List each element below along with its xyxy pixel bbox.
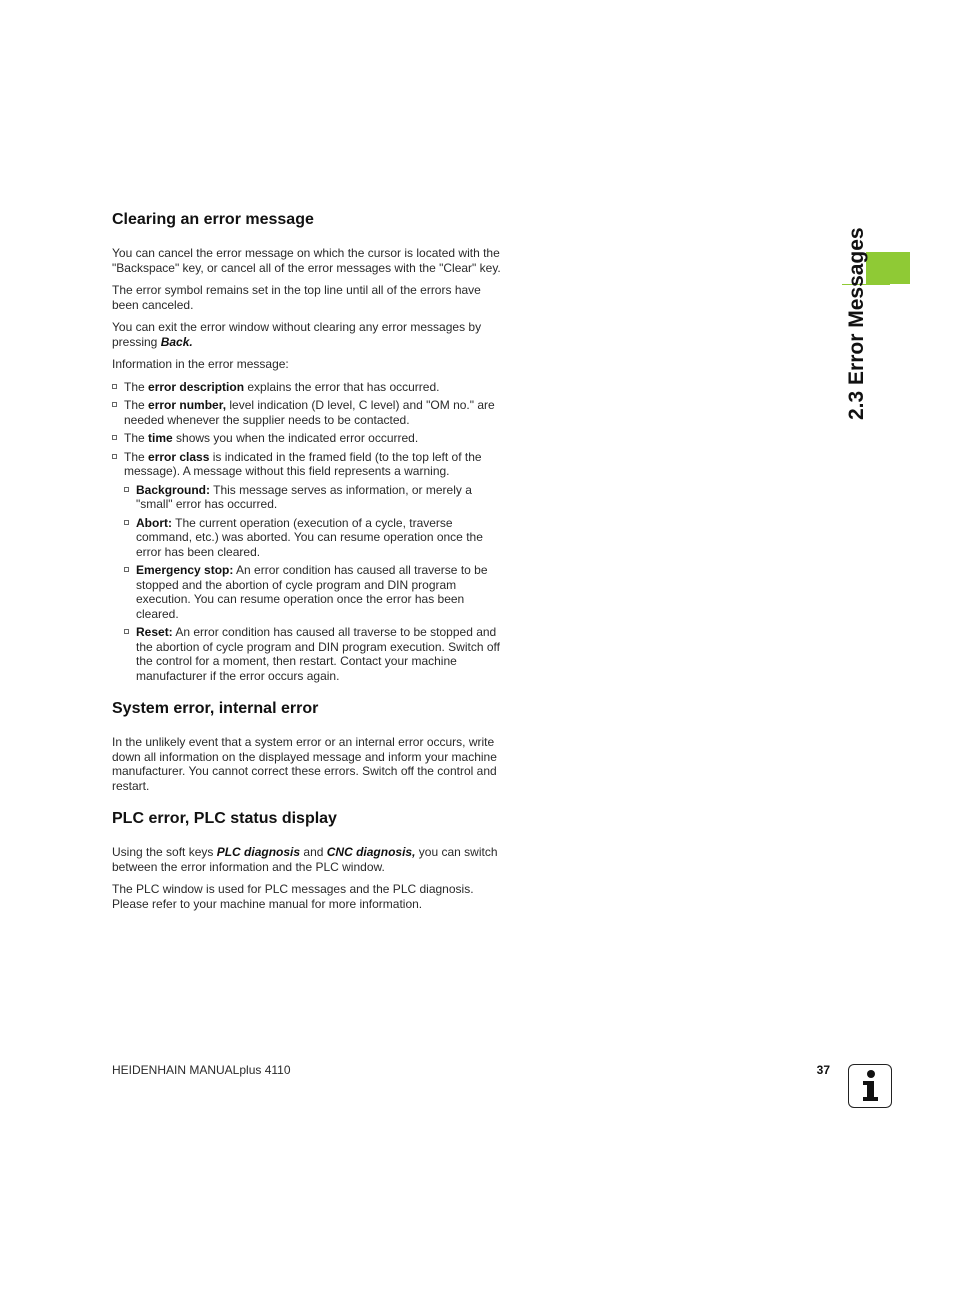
square-bullet-icon bbox=[124, 567, 129, 572]
heading-plc-error: PLC error, PLC status display bbox=[112, 810, 337, 827]
term: error description bbox=[148, 379, 245, 394]
square-bullet-icon bbox=[124, 487, 129, 492]
text: The bbox=[124, 449, 149, 464]
term: time bbox=[148, 431, 173, 445]
term: error number, bbox=[148, 398, 227, 412]
text: and bbox=[300, 845, 327, 859]
square-bullet-icon bbox=[124, 629, 129, 634]
heading-system-error: System error, internal error bbox=[112, 700, 319, 717]
list-item bbox=[124, 483, 507, 512]
info-glyph bbox=[855, 1069, 885, 1103]
term: Emergency stop: bbox=[136, 563, 234, 577]
list-item bbox=[112, 450, 507, 684]
square-bullet-icon bbox=[112, 454, 117, 459]
square-bullet-icon bbox=[112, 402, 117, 407]
text: An error condition has caused all traverse to be stopped and the abortion of cycle program and DIN program execution. You can resume operation once the error has been cleared. bbox=[136, 563, 488, 621]
soft-key-back: Back. bbox=[160, 334, 193, 349]
text: You can exit the error window without clearing any error messages by pressing bbox=[112, 320, 482, 349]
paragraph: The error symbol remains set in the top line until all of the errors have been canceled. bbox=[112, 283, 481, 312]
paragraph bbox=[112, 845, 507, 874]
list-item bbox=[112, 380, 507, 395]
text: shows you when the indicated error occurred. bbox=[172, 431, 419, 445]
square-bullet-icon bbox=[112, 384, 117, 389]
paragraph: The PLC window is used for PLC messages and the PLC diagnosis. Please refer to your machine manual for more information. bbox=[112, 882, 474, 911]
term: Abort: bbox=[136, 515, 172, 530]
sub-bullet-list bbox=[124, 483, 507, 684]
square-bullet-icon bbox=[112, 435, 117, 440]
term: Reset: bbox=[136, 625, 173, 639]
square-bullet-icon bbox=[124, 520, 129, 525]
term: Background: bbox=[136, 482, 211, 497]
text: The current operation (execution of a cycle, traverse command, etc.) was aborted. You can resume operation once the error has been cleared. bbox=[136, 515, 483, 559]
main-content bbox=[112, 208, 507, 919]
list-item bbox=[124, 563, 507, 621]
list-item bbox=[124, 516, 507, 560]
paragraph: You can cancel the error message on which the cursor is located with the "Backspace" key, or cancel all of the error messages with the "Clear" key. bbox=[112, 246, 501, 275]
text: explains the error that has occurred. bbox=[244, 379, 440, 394]
text: The bbox=[124, 431, 149, 445]
list-item bbox=[112, 431, 507, 446]
text: The bbox=[124, 379, 149, 394]
paragraph: Information in the error message: bbox=[112, 357, 289, 371]
paragraph: In the unlikely event that a system error or an internal error occurs, write down all information on the displayed message and inform your machine manufacturer. You cannot correct these errors. Switch off the control and restart. bbox=[112, 735, 497, 793]
heading-clearing-error: Clearing an error message bbox=[112, 211, 314, 228]
soft-key-cnc-diagnosis: CNC diagnosis, bbox=[326, 845, 416, 859]
text: level indication (D level, C level) and "OM no." are needed whenever the supplier needs to be contacted. bbox=[124, 398, 495, 427]
side-section-title: 2.3 Error Messages bbox=[845, 227, 868, 420]
text: An error condition has caused all traverse to be stopped and the abortion of cycle program and DIN program execution. Switch off the control for a moment, then restart. Contact your machine manufacturer if the error occurs again. bbox=[136, 625, 500, 683]
text: The bbox=[124, 398, 149, 412]
soft-key-plc-diagnosis: PLC diagnosis bbox=[216, 845, 301, 859]
section-tab-marker bbox=[866, 252, 910, 284]
text: you can switch between the error information and the PLC window. bbox=[112, 845, 498, 874]
bullet-list bbox=[112, 380, 507, 684]
text: This message serves as information, or merely a "small" error has occurred. bbox=[136, 482, 472, 511]
text: is indicated in the framed field (to the top left of the message). A message without this field represents a warning. bbox=[124, 449, 482, 478]
footer-title: HEIDENHAIN MANUALplus 4110 bbox=[112, 1063, 291, 1077]
list-item bbox=[124, 625, 507, 683]
list-item bbox=[112, 398, 507, 427]
paragraph bbox=[112, 320, 507, 349]
info-icon bbox=[848, 1064, 892, 1108]
page-number: 37 bbox=[816, 1063, 830, 1077]
text: Using the soft keys bbox=[112, 845, 217, 859]
term: error class bbox=[148, 449, 210, 464]
